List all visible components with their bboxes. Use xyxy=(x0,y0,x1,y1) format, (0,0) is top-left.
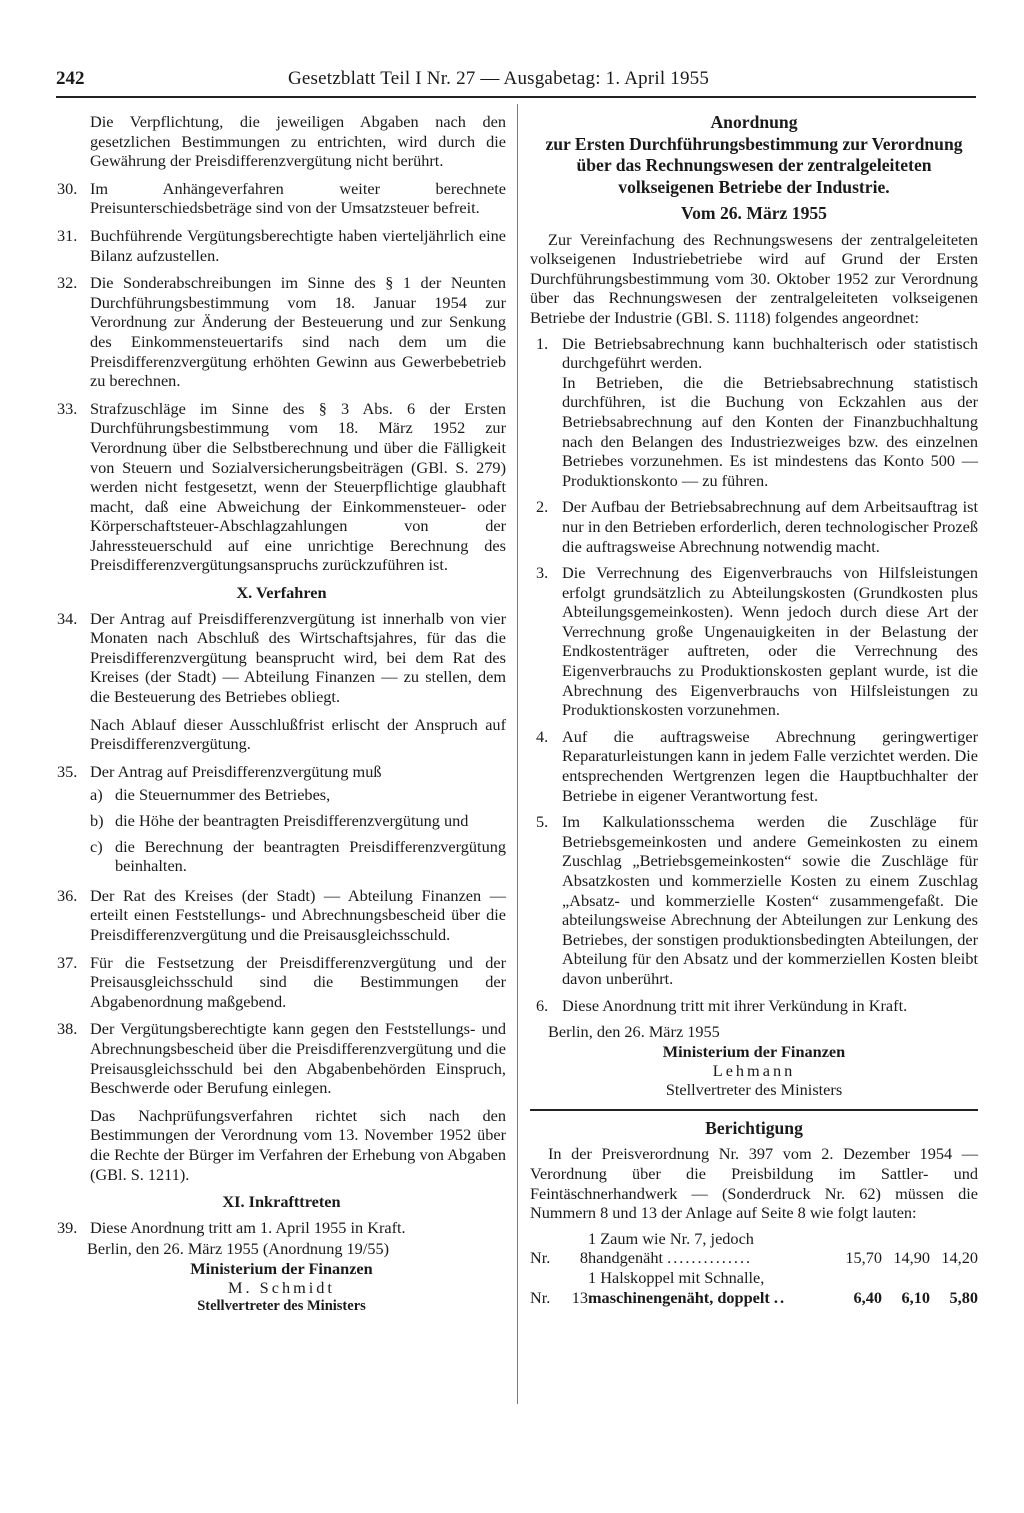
item-number: 33. xyxy=(57,398,78,418)
row-label: Nr. xyxy=(530,1248,551,1268)
item-number: 38. xyxy=(57,1019,78,1039)
paragraph-item-34 xyxy=(57,609,506,707)
item-number: 39. xyxy=(57,1217,78,1237)
item-text: Diese Anordnung tritt mit ihrer Verkündung in Kraft. xyxy=(562,995,908,1015)
ordinance-date: Vom 26. März 1955 xyxy=(681,203,827,223)
item-text: Der Vergütungsberechtigte kann gegen den Feststellungs- und Abrechnungsbescheid über die Preisdifferenzvergütung und die Preisausgleichsschuld bei den Abgabenbehörden Einspruch, Beschwerde oder Berufung einlegen. xyxy=(90,1019,506,1098)
row-description xyxy=(588,1268,834,1307)
signature-name: Lehmann xyxy=(712,1060,796,1080)
sub-item-c xyxy=(57,837,506,876)
paragraph-item-36 xyxy=(57,886,506,945)
price-value-1: 6,40 xyxy=(853,1287,882,1307)
price-table xyxy=(530,1229,978,1307)
price-value-1: 15,70 xyxy=(845,1248,882,1268)
table-row xyxy=(530,1229,978,1268)
item-text: Die Sonderabschreibungen im Sinne des § 1 der Neunten Durchführungsbestimmung vom 18. Januar 1954 zur Verordnung zur Änderung der Besteuerung und zur Senkung des Einkommensteuertarifs sind nach dem um die Preisdifferenzvergütung erhöhten Gewinn aus Gewerbebetrieb zu berechnen. xyxy=(90,273,506,391)
item-text: Der Rat des Kreises (der Stadt) — Abteilung Finanzen — erteilt einen Feststellungs- und Abrechnungsbescheid über die Preisdifferenzvergütung und die Preisausgleichsschuld. xyxy=(90,885,506,944)
correction-text: In der Preisverordnung Nr. 397 vom 2. Dezember 1954 — Verordnung über die Preisbildung im Sattler- und Feintäschnerhandwerk — (Sonderdruck Nr. 62) müssen die Nummern 8 und 13 der Anlage auf Seite 8 wie folgt lauten: xyxy=(530,1144,978,1223)
ordinance-item-3 xyxy=(530,563,978,720)
item-text: Der Antrag auf Preisdifferenzvergütung ist innerhalb von vier Monaten nach Abschluß des Wirtschaftsjahres, für das die Preisdifferenzvergütung beansprucht wird, bei dem Rat des Kreises (der Stadt) — Abteilung Finanzen — zu stellen, dem die Besteuerung des Betriebes obliegt. xyxy=(90,608,506,707)
page-number: 242 xyxy=(56,68,85,89)
sub-text: die Steuernummer des Betriebes, xyxy=(115,785,331,805)
item-number: 37. xyxy=(57,952,78,972)
item-number: 4. xyxy=(536,726,549,746)
sub-letter: b) xyxy=(90,811,104,830)
ordinance-item-6 xyxy=(530,996,978,1016)
section-heading-inkrafttreten: XI. Inkrafttreten xyxy=(222,1192,341,1212)
paragraph-item-31 xyxy=(57,226,506,265)
row-desc-line1: Zaum wie Nr. 7, jedoch xyxy=(600,1228,754,1248)
item-number: 30. xyxy=(57,178,78,198)
item-text: Der Antrag auf Preisdifferenzvergütung muß xyxy=(90,761,382,781)
item-number: 1. xyxy=(536,333,549,353)
paragraph-item-37 xyxy=(57,953,506,1012)
row-number: 13 xyxy=(571,1287,588,1307)
ordinance-item-4 xyxy=(530,727,978,805)
column-divider xyxy=(517,104,518,1404)
row-label: Nr. xyxy=(530,1287,551,1307)
place-date: Berlin, den 26. März 1955 (Anordnung 19/55) xyxy=(87,1239,390,1259)
paragraph-item-30 xyxy=(57,179,506,218)
item-text: Für die Festsetzung der Preisdifferenzvergütung und der Preisausgleichsschuld sind die Bestimmungen der Abgabenordnung maßgebend. xyxy=(90,952,506,1011)
ordinance-intro: Zur Vereinfachung des Rechnungswesens der zentralgeleiteten volkseigenen Industriebetriebe wird auf Grund der Ersten Durchführungsbestimmung vom 30. Oktober 1952 zur Verordnung über das Rechnungswesen der zentralgeleiteten volkseigenen Betriebe der Industrie (GBl. S. 1118) folgendes angeordnet: xyxy=(530,229,978,327)
paragraph-item-33 xyxy=(57,399,506,575)
paragraph-34-continued: Nach Ablauf dieser Ausschlußfrist erlischt der Anspruch auf Preisdifferenzvergütung. xyxy=(90,714,506,754)
signature-ministry: Ministerium der Finanzen xyxy=(662,1041,846,1061)
ordinance-item-2 xyxy=(530,497,978,556)
right-column xyxy=(530,112,978,1307)
row-leader: .............. xyxy=(667,1248,753,1268)
signature-role: Stellvertreter des Ministers xyxy=(197,1297,366,1314)
price-value-3: 5,80 xyxy=(949,1287,978,1307)
table-row xyxy=(530,1268,978,1307)
ordinance-title xyxy=(530,112,978,198)
item-number: 36. xyxy=(57,885,78,905)
row-desc-line2: handgenäht xyxy=(588,1248,664,1268)
section-heading-verfahren: X. Verfahren xyxy=(236,583,327,603)
item-number: 3. xyxy=(536,563,549,583)
item-text: Strafzuschläge im Sinne des § 3 Abs. 6 der Ersten Durchführungsbestimmung vom 18. März 1952 zur Verordnung über die Selbstberechnung und über die Fälligkeit von Steuern und Sozialversicherungsbeiträgen (GBl. S. 279) werden nicht festgesetzt, wenn der Steuerpflichtige glaubhaft macht, daß eine Abweichung der Einkommensteuer- oder Körperschaftsteuer-Abschlagzahlungen von der Jahressteuerschuld auf eine unrichtige Berechnung des Preisdifferenzvergütungsanspruchs zurückzuführen ist. xyxy=(90,398,506,575)
item-text: Die Betriebsabrechnung kann buchhalterisch oder statistisch durchgeführt werden. xyxy=(562,333,978,373)
price-value-3: 14,20 xyxy=(941,1248,978,1268)
sub-text: die Höhe der beantragten Preisdifferenzvergütung und xyxy=(115,811,469,830)
signature-ministry: Ministerium der Finanzen xyxy=(190,1258,373,1278)
row-number: 8 xyxy=(579,1248,588,1268)
ordinance-title-rest: zur Ersten Durchführungsbestimmung zur Verordnung über das Rechnungswesen der zentralgeleiteten volkseigenen Betriebe der Industrie. xyxy=(545,133,963,197)
item-text: Im Anhängeverfahren weiter berechnete Preisunterschiedsbeträge sind von der Umsatzsteuer befreit. xyxy=(90,178,506,218)
row-position: 1 xyxy=(588,1267,597,1287)
row-leader: .. xyxy=(773,1287,787,1307)
signature-role: Stellvertreter des Ministers xyxy=(665,1079,843,1099)
header-rule xyxy=(56,96,976,98)
correction-title: Berichtigung xyxy=(705,1117,803,1138)
item-number: 34. xyxy=(57,608,78,628)
item-text: Diese Anordnung tritt am 1. April 1955 in Kraft. xyxy=(90,1217,406,1237)
ordinance-item-1 xyxy=(530,334,978,491)
row-description xyxy=(588,1229,834,1268)
item-text: Auf die auftragsweise Abrechnung geringwertiger Reparaturleistungen kann in jedem Falle verzichtet werden. Die entsprechenden Wertgrenzen legen die Hauptbuchhalter der Betriebe in eigener Verantwortung fest. xyxy=(562,726,978,805)
row-desc-line1: Halskoppel mit Schnalle, xyxy=(600,1267,765,1287)
paragraph-item-39 xyxy=(57,1218,506,1238)
signature-name: M. Schmidt xyxy=(228,1277,335,1297)
item-text-continued: In Betrieben, die die Betriebsabrechnung statistisch durchführen, ist die Buchung von Eckzahlen aus der Betriebsabrechnung auf den Konten der Finanzbuchhaltung nach den Belangen des Industriezweiges bzw. des einzelnen Betriebes vorzunehmen. Es ist mindestens das Konto 500 — Produktionskonto — zu führen. xyxy=(562,372,978,490)
item-text: Im Kalkulationsschema werden die Zuschläge für Betriebsgemeinkosten und andere Gemeinkosten zu einem Zuschlag „Betriebsgemeinkosten“ sowie die Zuschläge für Absatzkosten und kommerzielle Kosten zu einem Zuschlag „Absatz- und kommerzielle Kosten“ zusammengefaßt. Die abteilungsweise Abrechnung der Abteilungen zur Lenkung des Betriebes, der sonstigen produktionsbedingten Abteilungen, der Abteilung für den Absatz und der kommerziellen Kosten bleibt davon unberührt. xyxy=(562,812,978,988)
ordinance-title-word: Anordnung xyxy=(710,112,798,132)
paragraph-item-35 xyxy=(57,762,506,782)
place-date: Berlin, den 26. März 1955 xyxy=(548,1022,720,1042)
row-desc-line2: maschinengenäht, doppelt xyxy=(588,1287,770,1307)
item-number: 2. xyxy=(536,497,549,517)
item-text: Die Verrechnung des Eigenverbrauchs von Hilfsleistungen erfolgt grundsätzlich zu Abteilungskosten (Grundkosten plus Abteilungsgemeinkosten). Wenn jedoch durch diese Art der Verrechnung große Ungenauigkeiten in der Belastung der Endkostenträger auftreten, oder die Verrechnung des Eigenverbrauchs zu Produktionskosten geplant wurde, ist die Abrechnung des Eigenverbrauchs von Hilfsleistungen zu Produktionskosten vorzunehmen. xyxy=(562,563,978,720)
header-title: Gesetzblatt Teil I Nr. 27 — Ausgabetag: 1. April 1955 xyxy=(288,68,710,89)
row-position: 1 xyxy=(588,1228,597,1248)
page-header xyxy=(56,66,976,96)
item-number: 6. xyxy=(536,995,549,1015)
sub-letter: c) xyxy=(90,836,103,856)
price-value-2: 6,10 xyxy=(901,1287,930,1307)
price-value-2: 14,90 xyxy=(893,1248,930,1268)
paragraph-38-continued: Das Nachprüfungsverfahren richtet sich nach den Bestimmungen der Verordnung vom 13. November 1952 über die Rechte der Bürger im Verfahren der Erhebung von Abgaben (GBl. S. 1211). xyxy=(90,1105,506,1184)
item-number: 31. xyxy=(57,225,78,245)
continued-paragraph: Die Verpflichtung, die jeweiligen Abgaben nach den gesetzlichen Bestimmungen zu entrichten, wird durch die Gewährung der Preisdifferenzvergütung nicht berührt. xyxy=(90,112,506,171)
sub-letter: a) xyxy=(90,785,103,805)
item-number: 32. xyxy=(57,273,78,293)
ordinance-item-5 xyxy=(530,812,978,988)
paragraph-item-38 xyxy=(57,1019,506,1097)
sub-item-a xyxy=(57,785,506,805)
item-number: 5. xyxy=(536,812,549,832)
section-rule xyxy=(530,1109,978,1111)
item-number: 35. xyxy=(57,761,78,781)
sub-text: die Berechnung der beantragten Preisdifferenzvergütung beinhalten. xyxy=(115,836,506,876)
paragraph-item-32 xyxy=(57,273,506,391)
left-column xyxy=(57,112,506,1316)
item-text: Buchführende Vergütungsberechtigte haben vierteljährlich eine Bilanz aufzustellen. xyxy=(90,225,506,265)
item-text: Der Aufbau der Betriebsabrechnung auf dem Arbeitsauftrag ist nur in den Betrieben erforderlich, deren technologischer Prozeß die auftragsweise Abrechnung notwendig macht. xyxy=(562,497,978,556)
sub-item-b xyxy=(57,811,506,831)
